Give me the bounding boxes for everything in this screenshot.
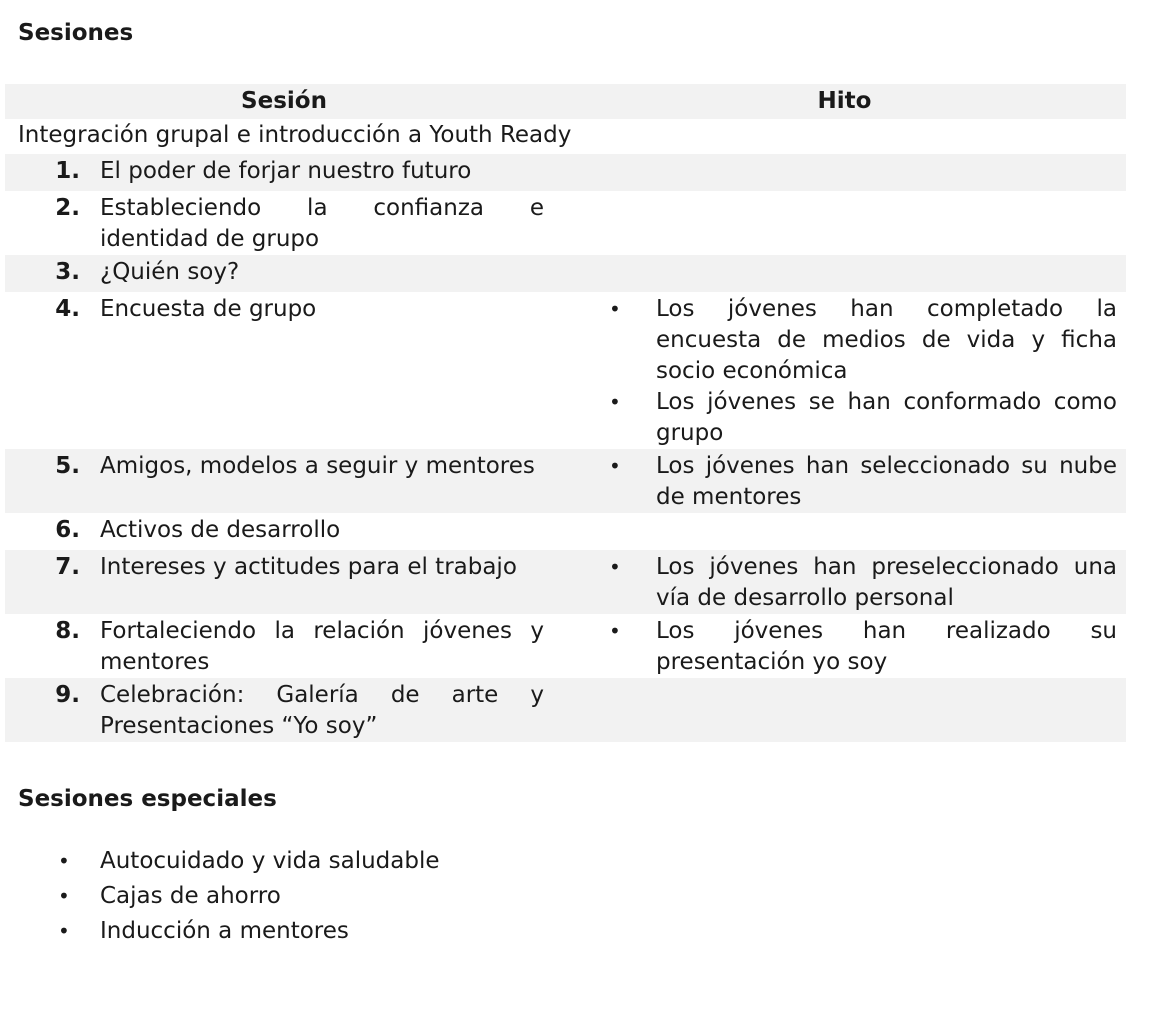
milestone-cell <box>563 449 1126 513</box>
table-row <box>5 513 1126 550</box>
special-session-text: Inducción a mentores <box>100 918 349 944</box>
special-session-text: Cajas de ahorro <box>100 883 281 909</box>
list-item <box>18 881 440 916</box>
sessions-heading: Sesiones <box>18 20 134 46</box>
milestone-cell <box>563 678 1126 742</box>
milestone-cell <box>563 614 1126 678</box>
special-sessions-list <box>18 846 440 951</box>
milestone-text: Los jóvenes han realizado su presentación yo soy <box>656 618 1117 675</box>
milestone-cell <box>563 191 1126 255</box>
bullet-icon: • <box>58 919 70 943</box>
table-row <box>5 550 1126 614</box>
milestone-item <box>563 449 1126 513</box>
header-session: Sesión <box>241 88 327 114</box>
session-title: ¿Quién soy? <box>100 259 240 285</box>
session-number: 7. <box>55 554 80 580</box>
session-title: Fortaleciendo la relación jóvenes y mentores <box>100 618 544 675</box>
list-item <box>18 916 440 951</box>
milestone-cell <box>563 255 1126 292</box>
session-title: Estableciendo la confianza e identidad de grupo <box>100 195 544 252</box>
milestone-item <box>563 614 1126 678</box>
milestone-cell <box>563 513 1126 550</box>
bullet-icon: • <box>609 619 621 643</box>
session-title: Intereses y actitudes para el trabajo <box>100 554 517 580</box>
session-number: 5. <box>55 453 80 479</box>
session-number: 4. <box>55 296 80 322</box>
milestone-text: Los jóvenes han preseleccionado una vía de desarrollo personal <box>656 554 1117 611</box>
milestone-cell <box>563 550 1126 614</box>
table-row <box>5 191 1126 255</box>
bullet-icon: • <box>609 454 621 478</box>
milestone-text: Los jóvenes han seleccionado su nube de mentores <box>656 453 1117 510</box>
table-row <box>5 255 1126 292</box>
session-title: Activos de desarrollo <box>100 517 341 543</box>
table-row <box>5 678 1126 742</box>
table-row <box>5 449 1126 513</box>
bullet-icon: • <box>58 849 70 873</box>
session-title: El poder de forjar nuestro futuro <box>100 158 472 184</box>
session-number: 6. <box>55 517 80 543</box>
bullet-icon: • <box>609 297 621 321</box>
bullet-icon: • <box>609 555 621 579</box>
milestone-item <box>563 387 1126 449</box>
bullet-icon: • <box>58 884 70 908</box>
session-number: 3. <box>55 259 80 285</box>
session-title: Celebración: Galería de arte y Presentaciones “Yo soy” <box>100 682 544 739</box>
sessions-table <box>5 84 1126 742</box>
session-number: 8. <box>55 618 80 644</box>
list-item <box>18 846 440 881</box>
session-number: 2. <box>55 195 80 221</box>
milestone-item <box>563 550 1126 614</box>
session-title: Amigos, modelos a seguir y mentores <box>100 453 535 479</box>
table-row <box>5 292 1126 449</box>
session-number: 9. <box>55 682 80 708</box>
table-row-intro <box>5 119 1126 154</box>
milestone-item <box>563 292 1126 387</box>
milestone-text: Los jóvenes se han conformado como grupo <box>656 389 1117 446</box>
milestone-text: Los jóvenes han completado la encuesta de medios de vida y ficha socio económica <box>656 296 1117 384</box>
milestone-cell <box>563 292 1126 449</box>
table-row <box>5 614 1126 678</box>
special-session-text: Autocuidado y vida saludable <box>100 848 440 874</box>
header-milestone: Hito <box>817 88 872 114</box>
milestone-cell <box>563 154 1126 191</box>
special-sessions-heading: Sesiones especiales <box>18 786 277 812</box>
session-number: 1. <box>55 158 80 184</box>
table-header-row <box>5 84 1126 119</box>
table-row <box>5 154 1126 191</box>
bullet-icon: • <box>609 390 621 414</box>
intro-session: Integración grupal e introducción a Youth Ready <box>18 122 572 148</box>
session-title: Encuesta de grupo <box>100 296 317 322</box>
